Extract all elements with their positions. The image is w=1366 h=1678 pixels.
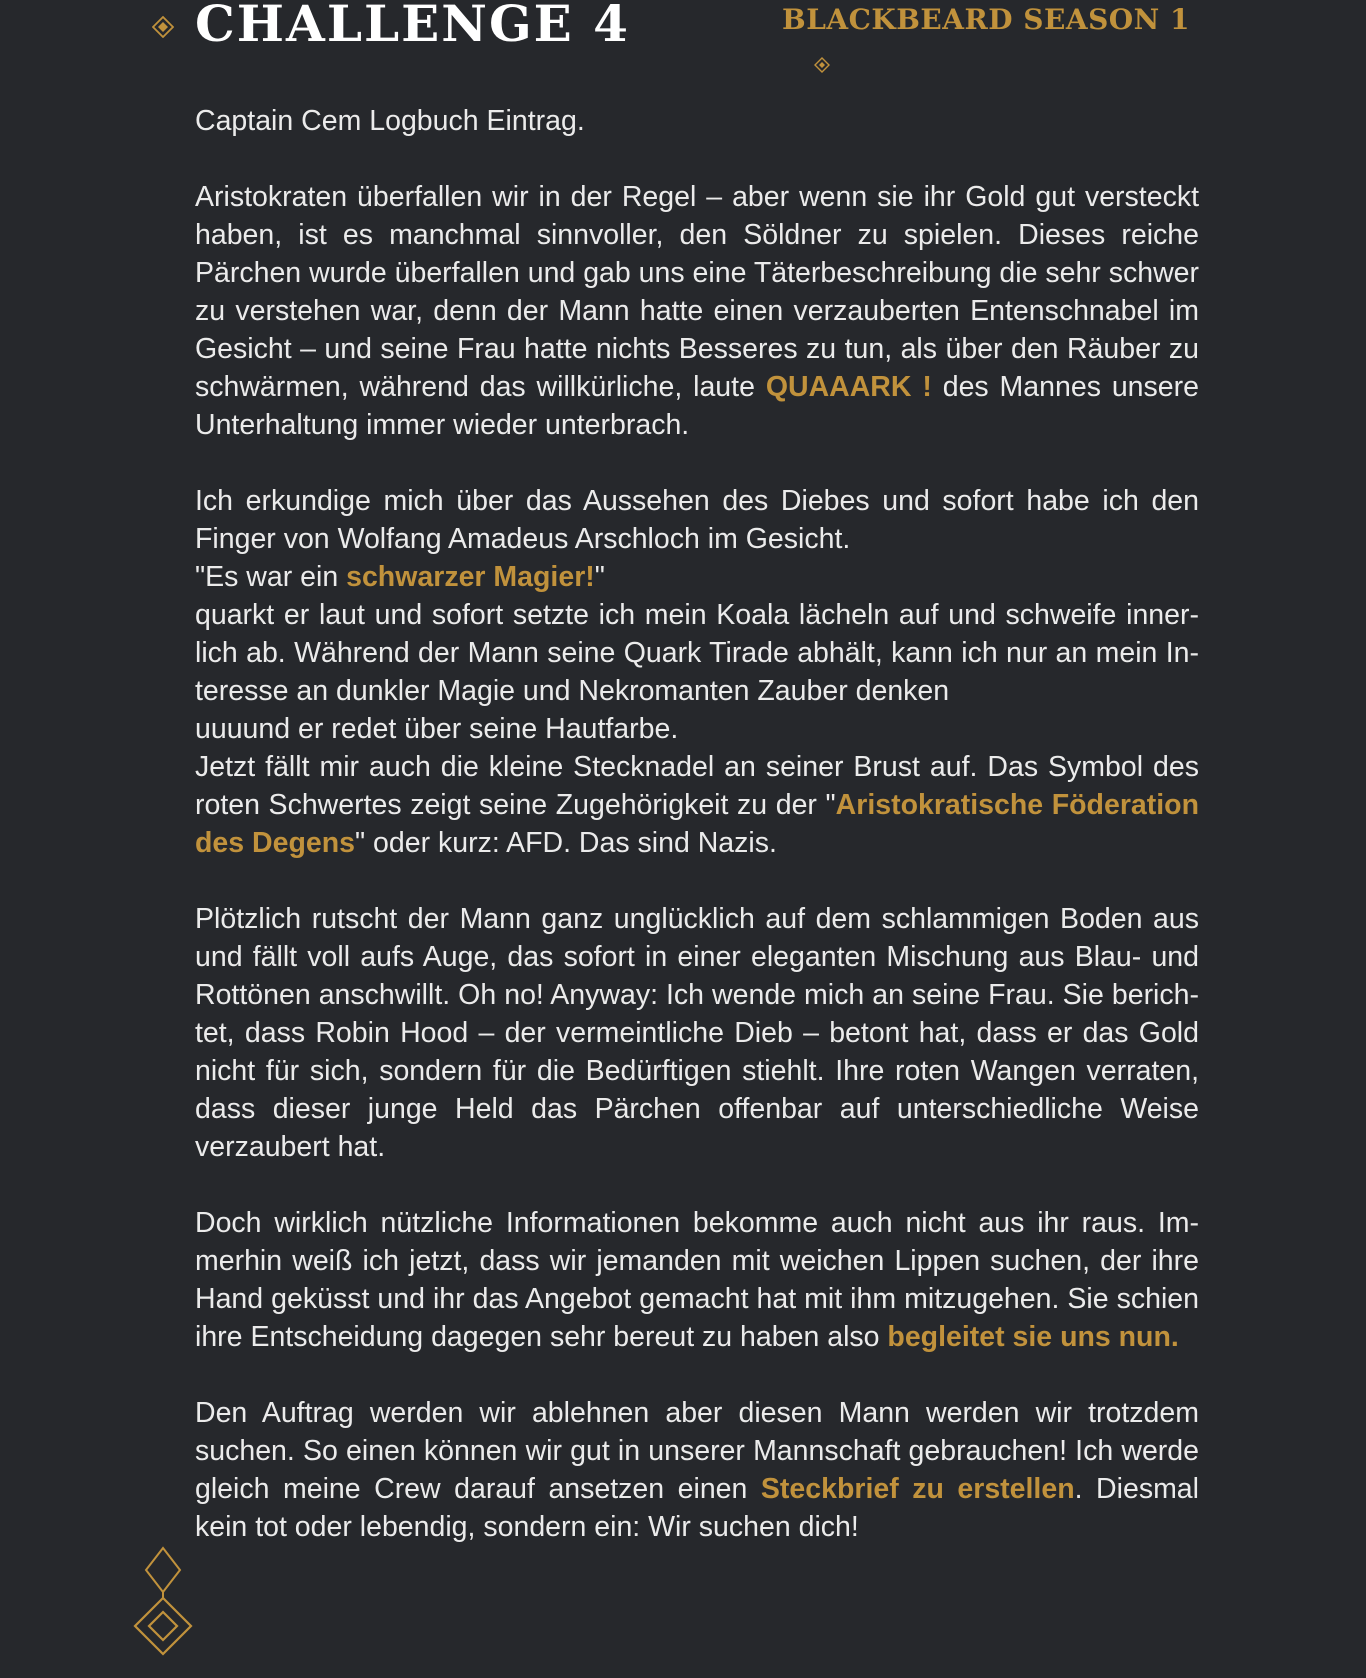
- text-segment: quarkt er laut und sofort setzte ich mein Koala lächeln auf und schweife innerlich ab. Während der Mann seine Quark Tirade abhält, kann ich nur an mein Interesse an dunkler Magie und Nekromanten Zauber denken: [195, 599, 1199, 707]
- highlight-schwarzer-magier: schwarzer Magier!: [346, 561, 595, 593]
- highlight-afd: Aristokratische Föderation des Degens: [195, 789, 1199, 859]
- paragraph-1: [195, 178, 1199, 444]
- text-segment: Aristokraten überfallen wir in der Regel – aber wenn sie ihr Gold gut versteckt haben, ist es manchmal sinnvoller, den Söldner zu spielen. Dieses reiche Pärchen wurde überfallen und gab uns eine Täterbeschreibung die sehr schwer zu verstehen war, denn der Mann hatte einen verzauberten Entenschnabel im Gesicht – und seine Frau hatte nichts Besseres zu tun, als über den Räuber zu schwärmen, während das willkürliche, laute: [195, 181, 1199, 403]
- paragraph-5: [195, 1394, 1199, 1546]
- text-segment: Doch wirklich nützliche Informationen bekomme auch nicht aus ihr raus. Immerhin weiß ich jetzt, dass wir jemanden mit weichen Lippen suchen, der ihre Hand geküsst und ihr das Angebot gemacht hat mit ihm mitzugehen. Sie schien ihre Entscheidung dagegen sehr bereut zu haben also: [195, 1207, 1199, 1353]
- logbook-entry: [195, 102, 1199, 1584]
- paragraph-4: [195, 1204, 1199, 1356]
- paragraph-2: [195, 482, 1199, 862]
- paragraph-3: Plötzlich rutscht der Mann ganz unglücklich auf dem schlammigen Boden aus und fällt voll aufs Auge, das sofort in einer eleganten Mischung aus Blau- und Rottönen anschwillt. Oh no! Anyway: Ich wende mich an seine Frau. Sie berichtet, dass Robin Hood – der vermeintliche Dieb – betont hat, dass er das Gold nicht für sich, sondern für die Bedürftigen stiehlt. Ihre roten Wangen verraten, dass dieser junge Held das Pärchen offenbar auf unterschiedliche Weise verzaubert hat.: [195, 903, 1199, 1163]
- highlight-begleitet: begleitet sie uns nun.: [887, 1321, 1179, 1353]
- text-segment: Ich erkundige mich über das Aussehen des Diebes und sofort habe ich den Finger von Wolfang Amadeus Arschloch im Gesicht.: [195, 485, 1199, 555]
- text-segment: ": [594, 561, 605, 593]
- text-segment: Den Auftrag werden wir ablehnen aber diesen Mann werden wir trotzdem suchen. So einen können wir gut in unserer Mannschaft gebrauchen! Ich werde gleich meine Crew darauf ansetzen einen: [195, 1397, 1199, 1505]
- diamond-icon: [152, 16, 174, 38]
- text-segment: " oder kurz: AFD. Das sind Nazis.: [354, 827, 777, 859]
- page-title: CHALLENGE 4: [195, 0, 630, 53]
- text-segment: des Mannes unsere Unterhaltung immer wieder unterbrach.: [195, 371, 1199, 441]
- season-label: BLACKBEARD SEASON 1: [782, 3, 1190, 36]
- text-segment: "Es war ein: [195, 561, 347, 593]
- entry-intro: Captain Cem Logbuch Eintrag.: [195, 105, 585, 137]
- text-segment: uuuund er redet über seine Hautfarbe.: [195, 713, 679, 745]
- text-segment: . Diesmal kein tot oder lebendig, sondern ein: Wir suchen dich!: [195, 1473, 1199, 1543]
- side-ornament-line: [130, 70, 200, 1670]
- double-diamond-icon: [135, 1548, 191, 1654]
- text-segment: Jetzt fällt mir auch die kleine Stecknadel an seiner Brust auf. Das Symbol des roten Schwertes zeigt seine Zugehörigkeit zu der ": [195, 751, 1199, 821]
- header-divider: [180, 52, 1180, 78]
- highlight-steckbrief: Steckbrief zu erstellen: [760, 1473, 1075, 1505]
- divider-diamond-icon: [815, 58, 829, 72]
- highlight-quaaark: QUAAARK !: [765, 371, 932, 403]
